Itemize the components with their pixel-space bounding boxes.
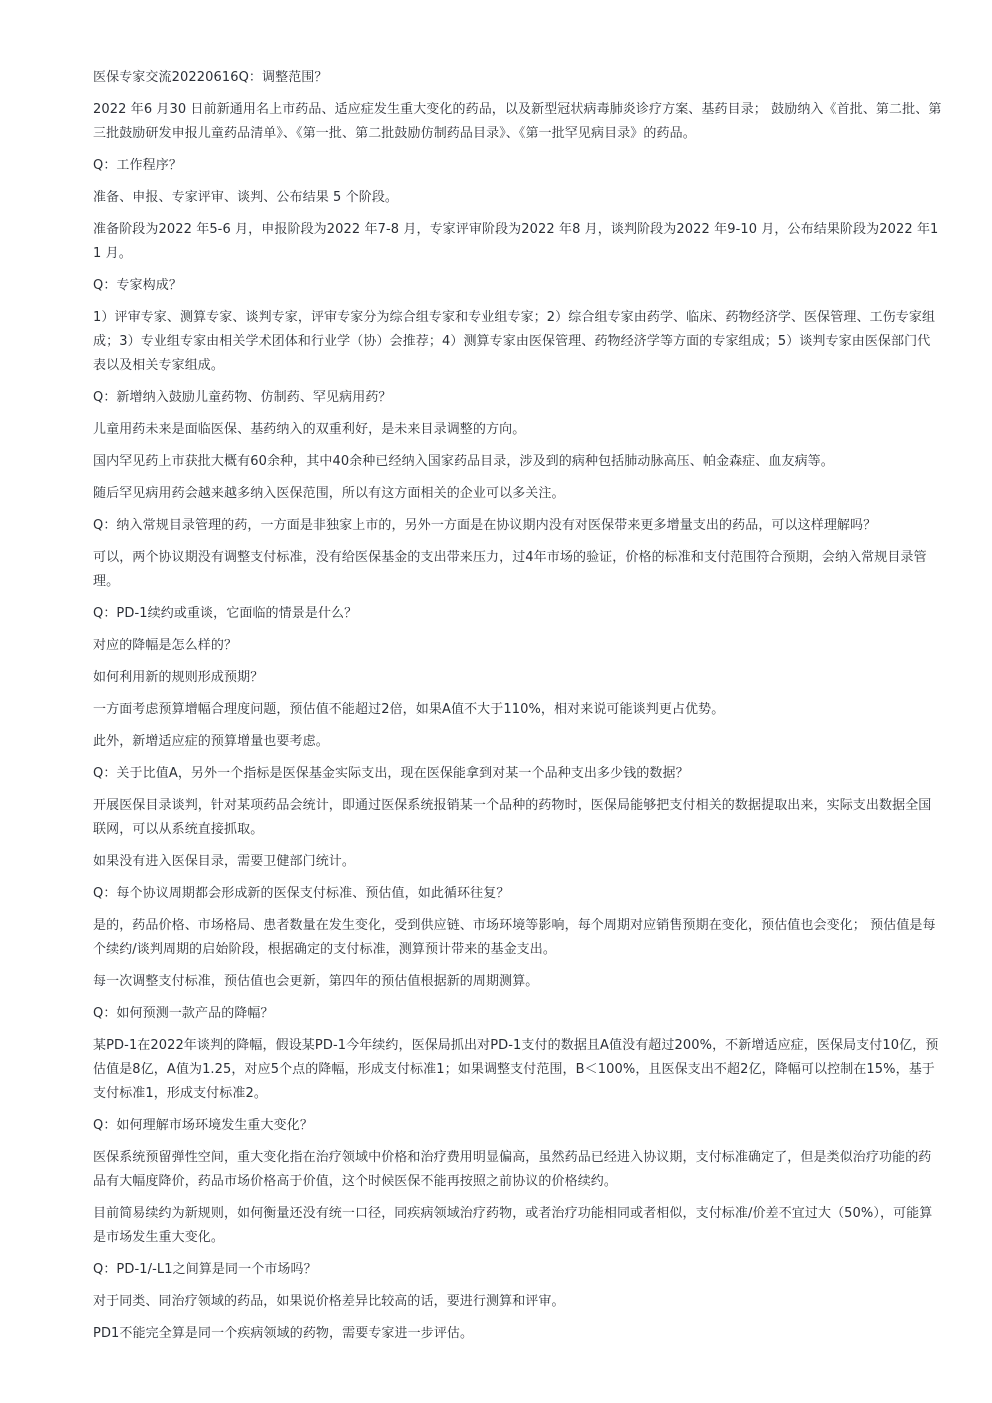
- paragraph-answer: 2022 年6 月30 日前新通用名上市药品、适应症发生重大变化的药品，以及新型冠状病毒肺炎诊疗方案、基药目录； 鼓励纳入《首批、第二批、第三批鼓励研发申报儿童药品清单》、《第一批、第二批鼓励仿制药品目录》、《第一批罕见病目录》的药品。: [93, 102, 942, 141]
- paragraph-question: 如何利用新的规则形成预期？: [93, 670, 264, 685]
- paragraph-answer: 目前简易续约为新规则，如何衡量还没有统一口径，同疾病领域治疗药物，或者治疗功能相同或者相似，支付标准/价差不宜过大（50%），可能算是市场发生重大变化。: [93, 1206, 933, 1245]
- paragraph-text: 随后罕见病用药会越来越多纳入医保范围，所以有这方面相关的企业可以多关注。: [93, 486, 565, 501]
- paragraph-question: 对应的降幅是怎么样的？: [93, 638, 238, 653]
- paragraph-text: 国内罕见药上市获批大概有60余种，其中40余种已经纳入国家药品目录，涉及到的病种包括肺动脉高压、帕金森症、血友病等。: [93, 454, 834, 469]
- paragraph-question: Q：纳入常规目录管理的药，一方面是非独家上市的，另外一方面是在协议期内没有对医保带来更多增量支出的药品，可以这样理解吗？: [93, 518, 877, 533]
- paragraph-answer: 对于同类、同治疗领域的药品，如果说价格差异比较高的话，要进行测算和评审。: [93, 1294, 565, 1309]
- paragraph-text: 准备阶段为2022 年5-6 月，申报阶段为2022 年7-8 月，专家评审阶段为2022 年8 月，谈判阶段为2022 年9-10 月，公布结果阶段为2022 年11 月。: [93, 222, 939, 261]
- paragraph-answer: 1）评审专家、测算专家、谈判专家，评审专家分为综合组专家和专业组专家；2）综合组专家由药学、临床、药物经济学、医保管理、工伤专家组成；3）专业组专家由相关学术团体和行业学（协）会推荐；4）测算专家由医保管理、药物经济学等方面的专家组成；5）谈判专家由医保部门代表以及相关专家组成。: [93, 310, 936, 373]
- paragraph-question: Q：PD-1续约或重谈，它面临的情景是什么？: [93, 606, 358, 621]
- paragraph-answer: 是的，药品价格、市场格局、患者数量在发生变化，受到供应链、市场环境等影响，每个周期对应销售预期在变化，预估值也会变化； 预估值是每个续约/谈判周期的启始阶段，根据确定的支付标准，测算预计带来的基金支出。: [93, 918, 936, 957]
- paragraph-answer: 儿童用药未来是面临医保、基药纳入的双重利好，是未来目录调整的方向。: [93, 422, 526, 437]
- paragraph-answer: 可以，两个协议期没有调整支付标准，没有给医保基金的支出带来压力，过4年市场的验证，价格的标准和支付范围符合预期，会纳入常规目录管理。: [93, 550, 927, 589]
- paragraph-title: 医保专家交流20220616Q：调整范围？: [93, 70, 328, 85]
- document-page: [93, 66, 943, 1354]
- paragraph-question: Q：每个协议周期都会形成新的医保支付标准、预估值，如此循环往复？: [93, 886, 510, 901]
- paragraph-question: Q：PD-1/-L1之间算是同一个市场吗？: [93, 1262, 317, 1277]
- paragraph-answer: 某PD-1在2022年谈判的降幅，假设某PD-1今年续约，医保局抓出对PD-1支付的数据且A值没有超过200%，不新增适应症，医保局支付10亿，预估值是8亿，A值为1.25，对应5个点的降幅，形成支付标准1；如果调整支付范围，B＜100%，且医保支出不超2亿，降幅可以控制在15%，基于支付标准1，形成支付标准2。: [93, 1038, 939, 1101]
- paragraph-answer: 一方面考虑预算增幅合理度问题，预估值不能超过2倍，如果A值不大于110%，相对来说可能谈判更占优势。: [93, 702, 725, 717]
- paragraph-answer: 医保系统预留弹性空间，重大变化指在治疗领域中价格和治疗费用明显偏高，虽然药品已经进入协议期，支付标准确定了，但是类似治疗功能的药品有大幅度降价，药品市场价格高于价值，这个时候医保不能再按照之前协议的价格续约。: [93, 1150, 932, 1189]
- paragraph-answer: 准备、申报、专家评审、谈判、公布结果 5 个阶段。: [93, 190, 399, 205]
- paragraph-answer: 开展医保目录谈判，针对某项药品会统计，即通过医保系统报销某一个品种的药物时，医保局能够把支付相关的数据提取出来，实际支出数据全国联网，可以从系统直接抓取。: [93, 798, 932, 837]
- paragraph-question: Q：新增纳入鼓励儿童药物、仿制药、罕见病用药？: [93, 390, 392, 405]
- paragraph-question: Q：关于比值A，另外一个指标是医保基金实际支出，现在医保能拿到对某一个品种支出多少钱的数据？: [93, 766, 689, 781]
- paragraph-question: Q：专家构成？: [93, 278, 182, 293]
- paragraph-text: 每一次调整支付标准，预估值也会更新，第四年的预估值根据新的周期测算。: [93, 974, 539, 989]
- paragraph-question: Q：如何理解市场环境发生重大变化？: [93, 1118, 313, 1133]
- paragraph-question: Q：工作程序？: [93, 158, 182, 173]
- paragraph-text: PD1不能完全算是同一个疾病领域的药物，需要专家进一步评估。: [93, 1326, 474, 1341]
- paragraph-question: Q：如何预测一款产品的降幅？: [93, 1006, 274, 1021]
- paragraph-text: 如果没有进入医保目录，需要卫健部门统计。: [93, 854, 356, 869]
- paragraph-text: 此外，新增适应症的预算增量也要考虑。: [93, 734, 329, 749]
